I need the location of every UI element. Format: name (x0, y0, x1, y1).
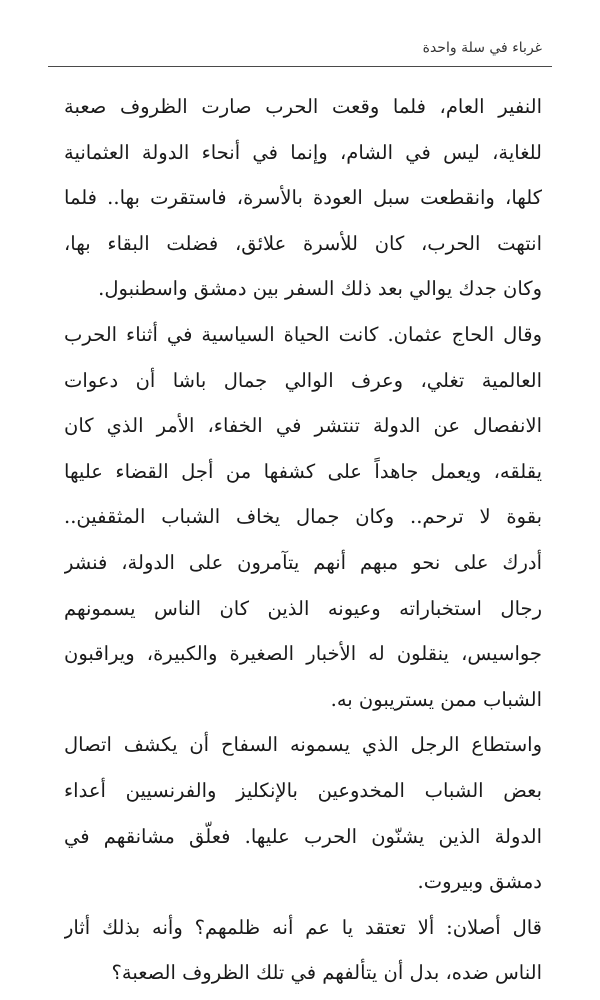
text-line: وقال الحاج عثمان. كانت الحياة السياسية في أثناء الحرب (64, 322, 542, 346)
text-line: انتهت الحرب، كان للأسرة علائق، فضلت البقاء بها، (64, 231, 542, 255)
text-line: دمشق وبيروت. (417, 870, 542, 894)
text-line: العالمية تغلي، وعرف الوالي جمال باشا أن دعوات (64, 368, 542, 392)
header-divider (48, 66, 552, 67)
body-text (64, 84, 542, 996)
text-line: بقوة لا ترحم.. وكان جمال يخاف الشباب المثقفين.. (64, 505, 542, 529)
text-line: جواسيس، ينقلون له الأخبار الصغيرة والكبيرة، ويراقبون (64, 642, 542, 666)
text-line: كلها، وانقطعت سبل العودة بالأسرة، فاستقرت بها.. فلما (64, 186, 542, 210)
text-line: الانفصال عن الدولة تنتشر في الخفاء، الأمر الذي كان (64, 414, 542, 438)
text-line: الناس ضده، بدل أن يتألفهم في تلك الظروف الصعبة؟ (111, 961, 542, 985)
text-line: رجال استخباراته وعيونه الذين كان الناس يسمونهم (64, 596, 542, 620)
text-line: قال أصلان: ألا تعتقد يا عم أنه ظلمهم؟ وأنه بذلك أثار (64, 915, 542, 939)
running-header: غرباء في سلة واحدة (422, 40, 542, 56)
text-line: للغاية، ليس في الشام، وإنما في أنحاء الدولة العثمانية (64, 140, 542, 164)
text-line: أدرك على نحو مبهم أنهم يتآمرون على الدولة، فنشر (64, 550, 542, 574)
text-line: الشباب ممن يستريبون به. (330, 687, 542, 711)
text-line: يقلقه، ويعمل جاهداً على كشفها من أجل القضاء عليها (64, 459, 542, 483)
text-line: بعض الشباب المخدوعين بالإنكليز والفرنسيين أعداء (64, 778, 542, 802)
text-line: وكان جدك يوالي بعد ذلك السفر بين دمشق واسطنبول. (98, 277, 542, 301)
text-line: الدولة الذين يشنّون الحرب عليها. فعلّق مشانقهم في (64, 824, 542, 848)
text-line: النفير العام، فلما وقعت الحرب صارت الظروف صعبة (64, 95, 542, 118)
text-line: واستطاع الرجل الذي يسمونه السفاح أن يكشف اتصال (64, 733, 542, 757)
